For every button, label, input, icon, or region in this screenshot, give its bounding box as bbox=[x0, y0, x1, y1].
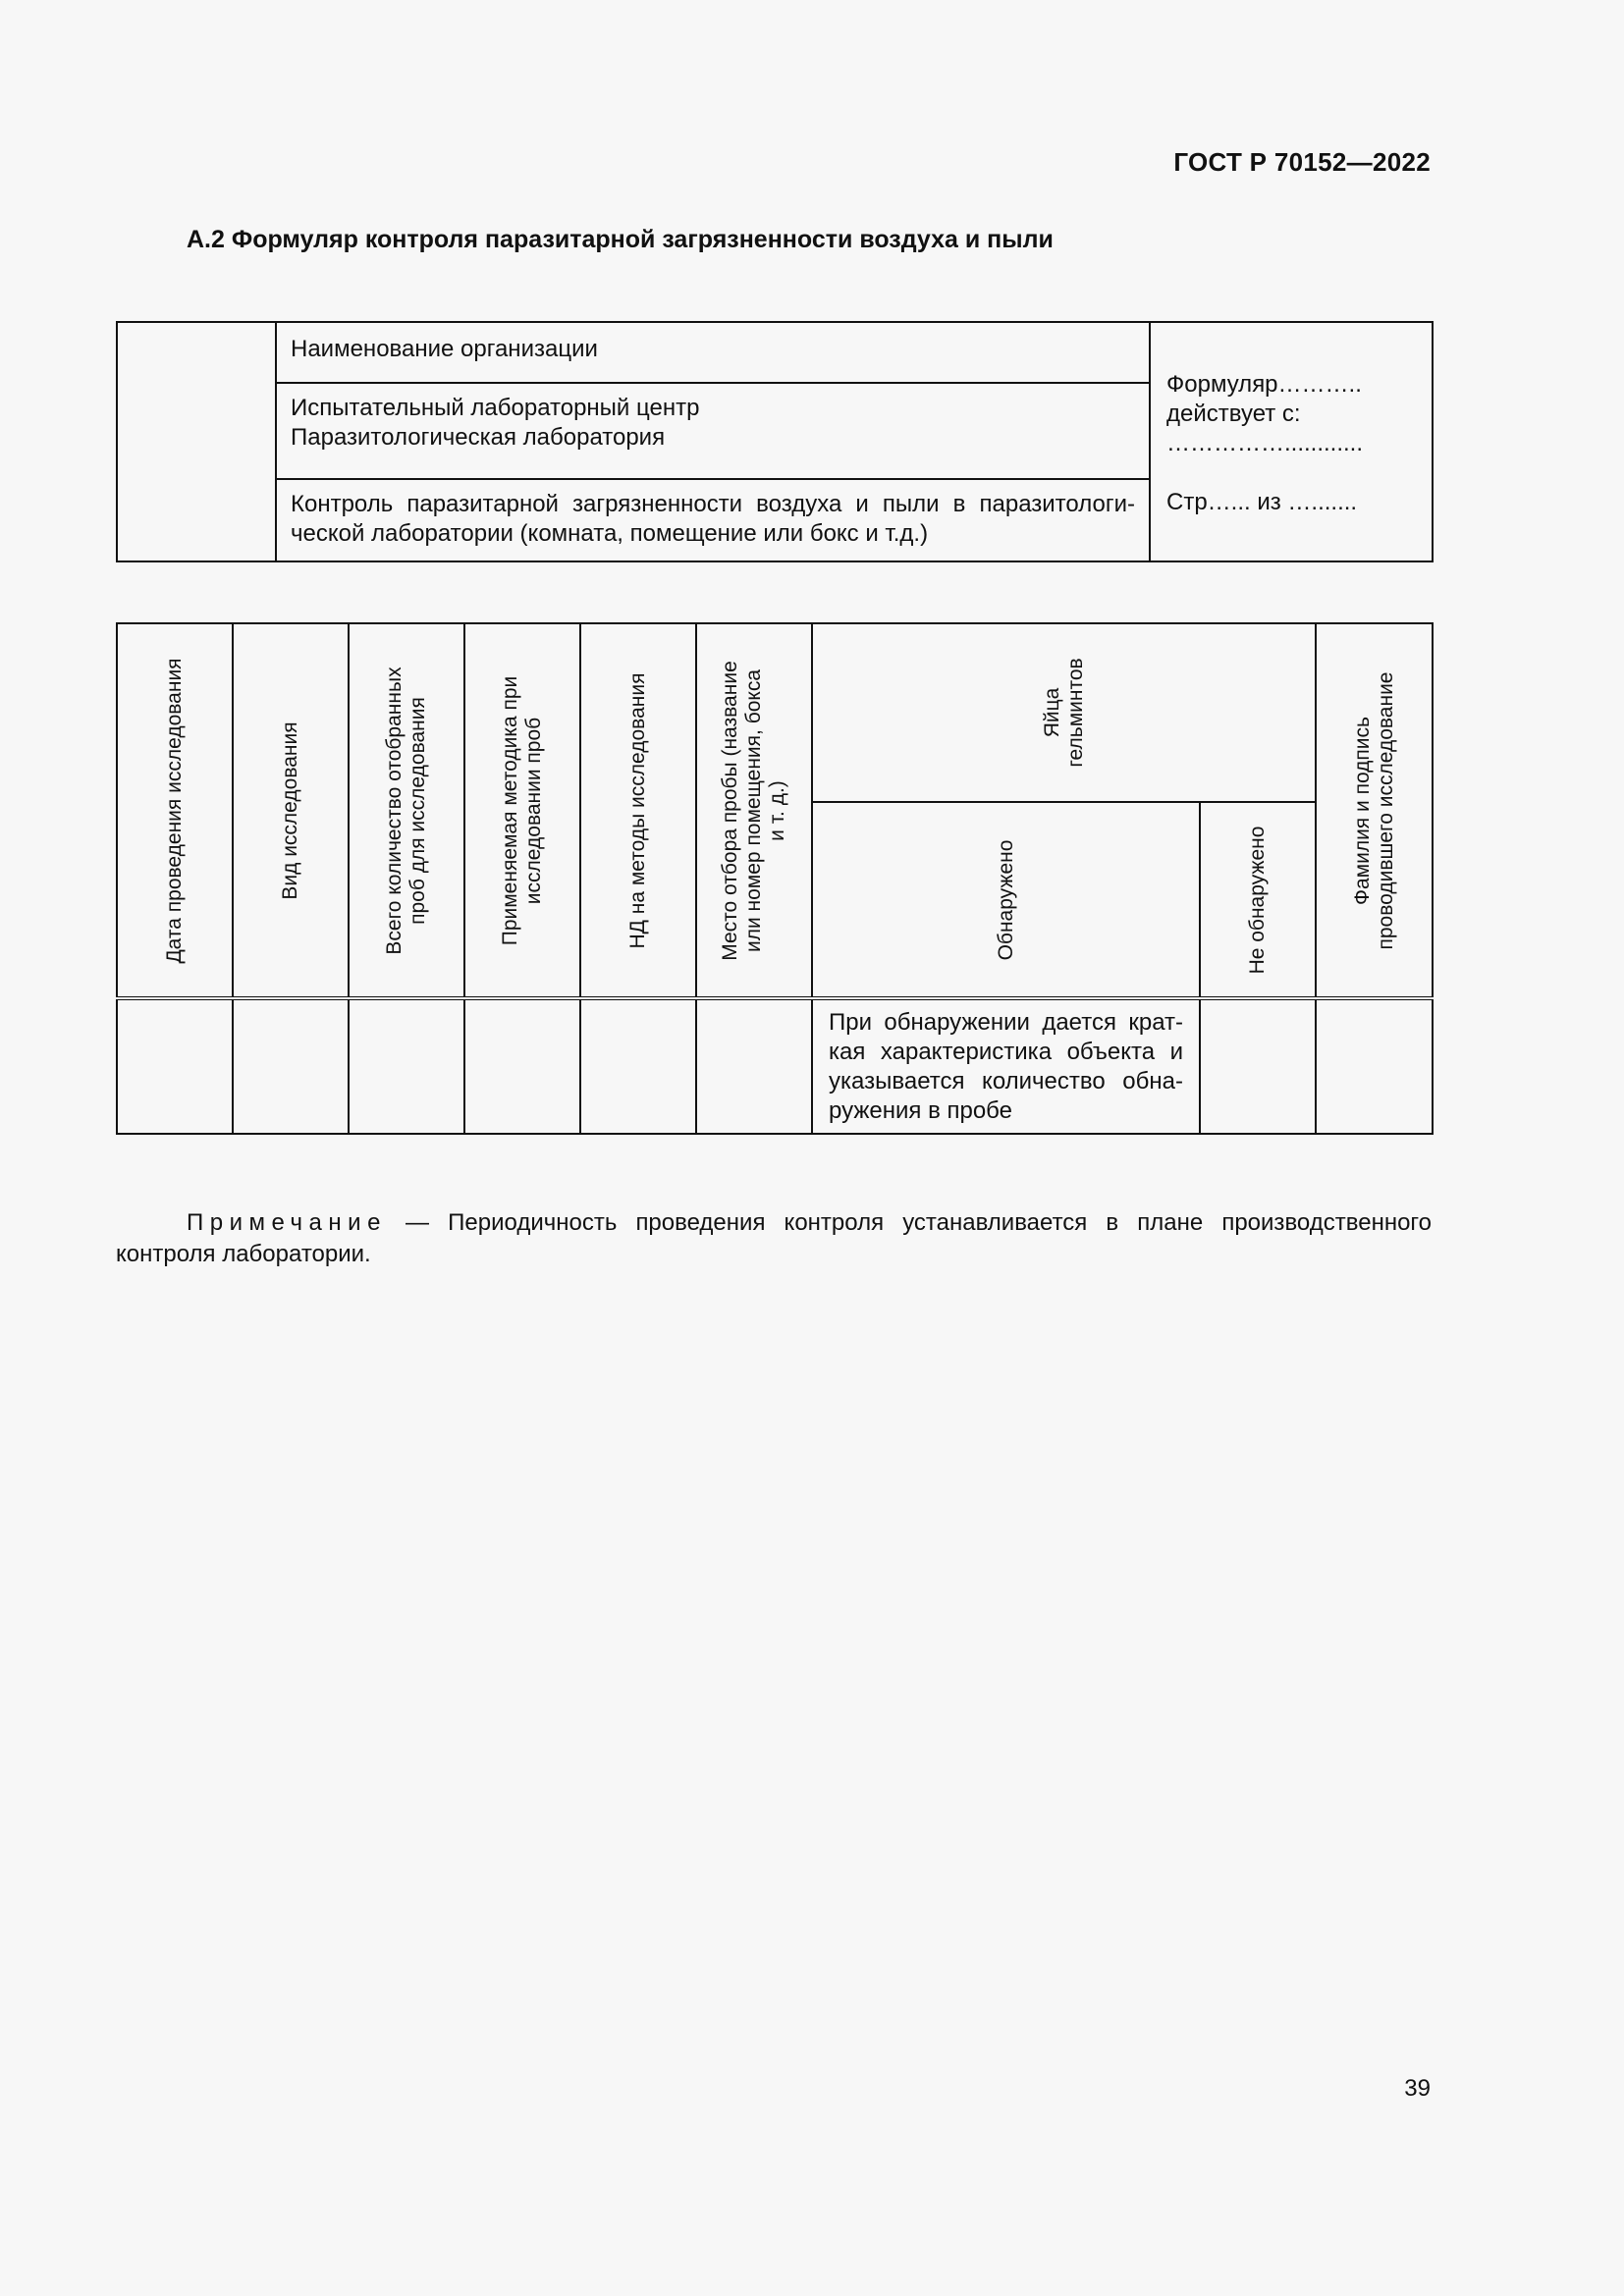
col-method bbox=[464, 623, 580, 998]
col-nd bbox=[580, 623, 696, 998]
valid-from-label: действует с: bbox=[1166, 400, 1301, 427]
col-place-label-1: Место отбора пробы (название bbox=[719, 660, 741, 961]
col-detected-label: Обнаружено bbox=[994, 839, 1017, 960]
note-text-1: — Периодичность проведения контроля устанавливается в плане производственного bbox=[386, 1209, 1432, 1236]
col-place bbox=[696, 623, 812, 998]
col-date bbox=[117, 623, 233, 998]
control-line-1: Контроль паразитарной загрязненности воздуха и пыли в паразитологи- bbox=[291, 491, 1135, 517]
col-signature-label-2: проводившего исследование bbox=[1374, 671, 1397, 949]
lab-center: Испытательный лабораторный центр bbox=[291, 395, 700, 421]
col-count-label-2: проб для исследования bbox=[406, 696, 429, 925]
cell-type bbox=[233, 998, 349, 1134]
col-nd-label: НД на методы исследования bbox=[626, 672, 649, 948]
cell-not-detected bbox=[1200, 998, 1316, 1134]
col-count-label-1: Всего количество отобранных bbox=[383, 666, 406, 955]
col-not-detected-label: Не обнаружено bbox=[1246, 826, 1269, 974]
detected-text-2: кая характеристика объекта и bbox=[829, 1039, 1183, 1065]
cell-date bbox=[117, 998, 233, 1134]
col-place-label-3: и т. д.) bbox=[766, 779, 788, 841]
page-number: 39 bbox=[1404, 2075, 1431, 2102]
control-cell bbox=[276, 479, 1150, 561]
col-eggs-group bbox=[812, 623, 1316, 802]
note-first-line bbox=[116, 1207, 1432, 1239]
col-eggs-label-1: Яйца bbox=[1040, 687, 1063, 738]
col-eggs-label-2: гельминтов bbox=[1063, 658, 1087, 768]
page-of: Стр…... из …....... bbox=[1166, 489, 1358, 515]
cell-place bbox=[696, 998, 812, 1134]
col-method-label-2: исследовании проб bbox=[522, 717, 545, 904]
col-count bbox=[349, 623, 464, 998]
lab-name: Паразитологическая лаборатория bbox=[291, 424, 666, 451]
col-type bbox=[233, 623, 349, 998]
lab-cell bbox=[276, 383, 1150, 479]
cell-method bbox=[464, 998, 580, 1134]
form-header-table bbox=[116, 321, 1434, 562]
cell-signature bbox=[1316, 998, 1433, 1134]
cell-detected bbox=[812, 998, 1200, 1134]
valid-from-value: ……………............ bbox=[1166, 430, 1364, 456]
col-not-detected bbox=[1200, 802, 1316, 998]
section-title: А.2 Формуляр контроля паразитарной загрязненности воздуха и пыли bbox=[187, 226, 1054, 253]
col-detected bbox=[812, 802, 1200, 998]
col-place-label-2: или номер помещения, бокса bbox=[742, 668, 765, 952]
detected-text-1: При обнаружении дается крат- bbox=[829, 1009, 1183, 1036]
document-code: ГОСТ Р 70152—2022 bbox=[1173, 147, 1431, 177]
table-row bbox=[117, 998, 1433, 1134]
cell-nd bbox=[580, 998, 696, 1134]
note bbox=[116, 1207, 1432, 1270]
form-info-cell bbox=[1150, 322, 1433, 561]
note-text-2: контроля лаборатории. bbox=[116, 1241, 371, 1267]
col-signature bbox=[1316, 623, 1433, 998]
logo-cell bbox=[117, 322, 276, 561]
registry-table bbox=[116, 622, 1434, 1135]
org-name-cell bbox=[276, 322, 1150, 383]
col-method-label-1: Применяемая методика при bbox=[499, 675, 521, 945]
control-line-2: ческой лаборатории (комната, помещение или бокс и т.д.) bbox=[291, 520, 929, 547]
col-date-label: Дата проведения исследования bbox=[163, 657, 186, 964]
form-number: Формуляр……….. bbox=[1166, 371, 1362, 398]
col-type-label: Вид исследования bbox=[279, 721, 301, 900]
cell-count bbox=[349, 998, 464, 1134]
detected-text-3: указывается количество обна- bbox=[829, 1068, 1183, 1095]
col-signature-label-1: Фамилия и подпись bbox=[1350, 716, 1374, 905]
note-label: Примечание bbox=[187, 1209, 387, 1236]
detected-text-4: ружения в пробе bbox=[829, 1097, 1013, 1124]
org-name: Наименование организации bbox=[291, 336, 598, 362]
